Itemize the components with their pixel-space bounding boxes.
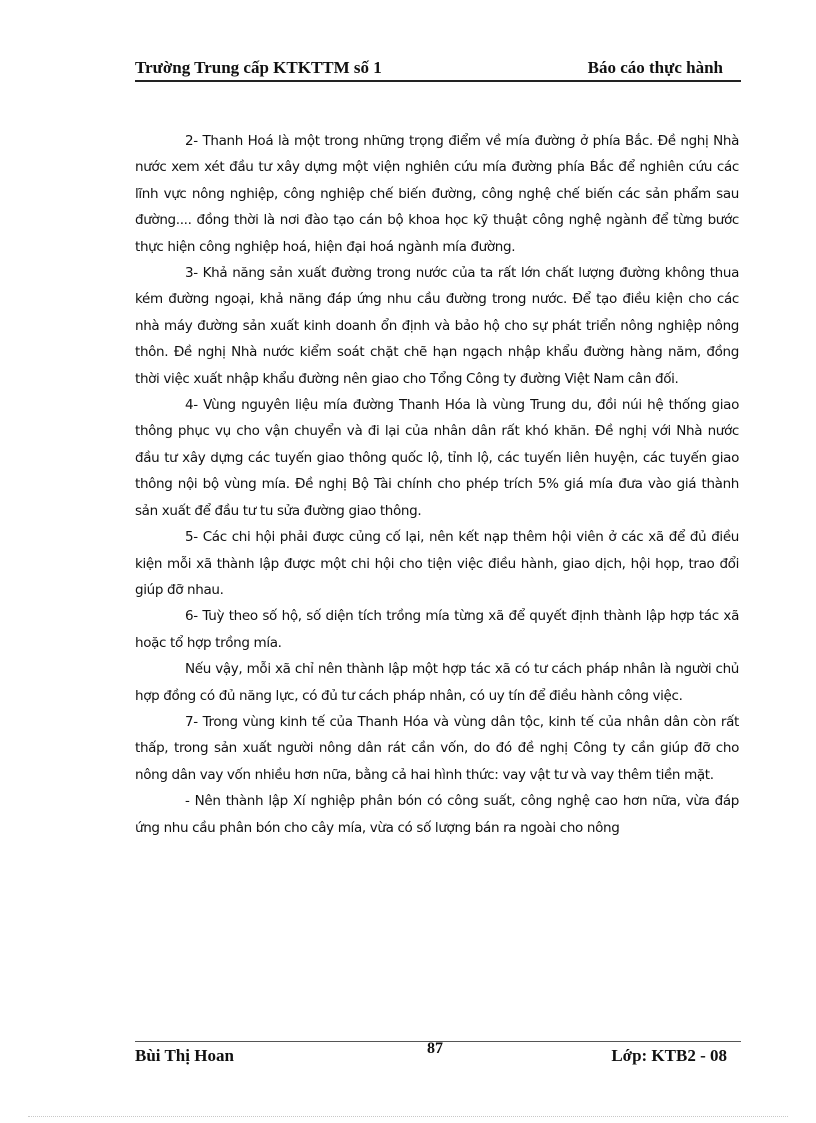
- paragraph-4: 4- Vùng nguyên liệu mía đường Thanh Hóa là vùng Trung du, đồi núi hệ thống giao thông phục vụ cho vận chuyển và đi lại của nhân dân rất khó khăn. Đề nghị với Nhà nước đầu tư xây dựng các tuyến giao thông quốc lộ, tỉnh lộ, các tuyến liên huyện, các tuyến giao thông nội bộ vùng mía. Đề nghị Bộ Tài chính cho phép trích 5% giá mía đưa vào giá thành sản xuất để đầu tư tu sửa đường giao thông.: [135, 397, 739, 519]
- page-edge-divider: [28, 1116, 788, 1117]
- footer-author: Bùi Thị Hoan: [135, 1046, 234, 1065]
- header-school: Trường Trung cấp KTKTTM số 1: [135, 58, 382, 77]
- paragraph-7: 7- Trong vùng kinh tế của Thanh Hóa và vùng dân tộc, kinh tế của nhân dân còn rất thấp, trong sản xuất người nông dân rát cần vốn, do đó đề nghị Công ty cần giúp đỡ cho nông dân vay vốn nhiều hơn nữa, bằng cả hai hình thức: vay vật tư và vay thêm tiền mặt.: [135, 713, 739, 783]
- paragraph-3: 3- Khả năng sản xuất đường trong nước của ta rất lớn chất lượng đường không thua kém đường ngoại, khả năng đáp ứng nhu cầu đường trong nước. Để tạo điều kiện cho các nhà máy đường sản xuất kinh doanh ổn định và bảo hộ cho sự phát triển nông nghiệp nông thôn. Đề nghị Nhà nước kiểm soát chặt chẽ hạn ngạch nhập khẩu đường hàng năm, đồng thời việc xuất nhập khẩu đường nên giao cho Tổng Công ty đường Việt Nam cân đối.: [135, 265, 739, 387]
- paragraph-6: 6- Tuỳ theo số hộ, số diện tích trồng mía từng xã để quyết định thành lập hợp tác xã hoặc tổ hợp trồng mía.: [135, 608, 739, 651]
- paragraph-7-bullet: - Nên thành lập Xí nghiệp phân bón có công suất, công nghệ cao hơn nữa, vừa đáp ứng nhu cầu phân bón cho cây mía, vừa có số lượng bán ra ngoài cho nông: [135, 793, 739, 836]
- page-footer: [135, 1041, 741, 1072]
- footer-class: Lớp: KTB2 - 08: [611, 1046, 727, 1065]
- body-text: [135, 128, 739, 841]
- page-header: [135, 56, 741, 82]
- header-report-type: Báo cáo thực hành: [587, 58, 723, 77]
- paragraph-2: 2- Thanh Hoá là một trong những trọng điểm về mía đường ở phía Bắc. Đề nghị Nhà nước xem xét đầu tư xây dựng một viện nghiên cứu mía đường phía Bắc để nghiên cứu các lĩnh vực nông nghiệp, công nghiệp chế biến đường, công nghệ chế biến các sản phẩm sau đường.... đồng thời là nơi đào tạo cán bộ khoa học kỹ thuật công nghệ ngành để từng bước thực hiện công nghiệp hoá, hiện đại hoá ngành mía đường.: [135, 133, 739, 255]
- page-number: 87: [427, 1040, 443, 1057]
- paragraph-5: 5- Các chi hội phải được củng cố lại, nên kết nạp thêm hội viên ở các xã để đủ điều kiện mỗi xã thành lập được một chi hội cho tiện việc điều hành, giao dịch, hội họp, trao đổi giúp đỡ nhau.: [135, 529, 739, 598]
- paragraph-6-note: Nếu vậy, mỗi xã chỉ nên thành lập một hợp tác xã có tư cách pháp nhân là người chủ hợp đồng có đủ năng lực, có đủ tư cách pháp nhân, có uy tín để điều hành công việc.: [135, 661, 739, 704]
